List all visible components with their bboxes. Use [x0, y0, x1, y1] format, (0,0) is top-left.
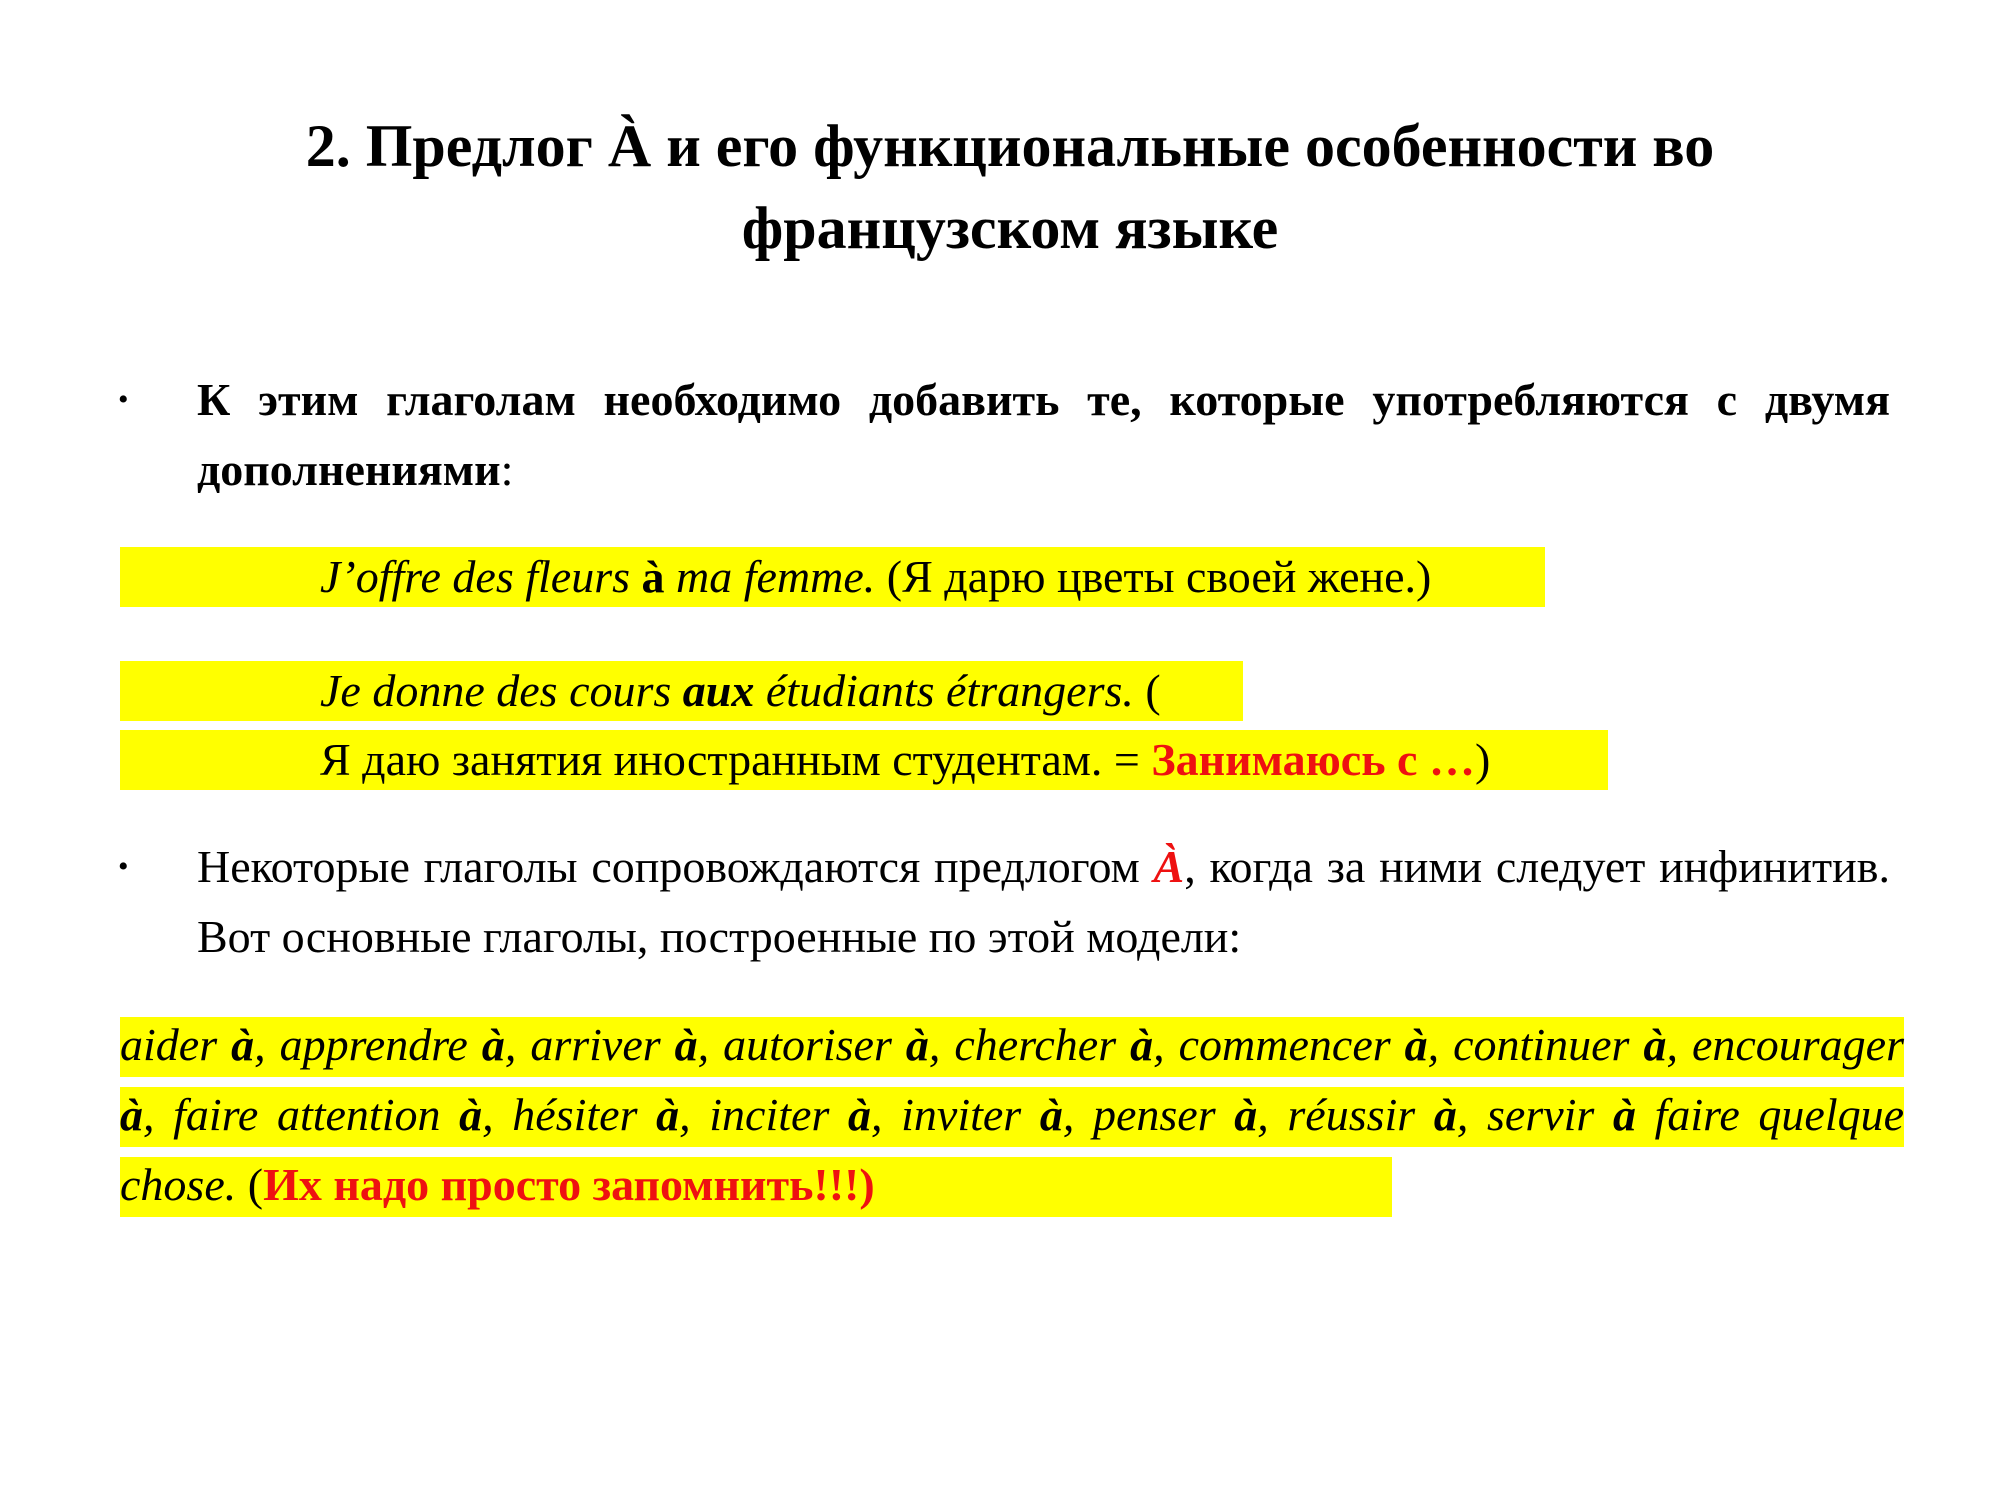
example-1-translation: (Я дарю цветы своей жене.) [875, 551, 1432, 602]
bullet-paragraph-1 [197, 365, 1890, 505]
verb-item: commencer à, [1178, 1019, 1454, 1070]
verb-list-open-paren: ( [236, 1159, 264, 1210]
verb-list [120, 1010, 1904, 1220]
example-1-preposition: à [641, 551, 665, 602]
example-2-french-a: Je donne des cours [320, 665, 683, 716]
bullet-2-red-preposition: À [1153, 841, 1185, 892]
bullet-dot-icon: • [118, 850, 129, 883]
verb-item: servir à [1487, 1089, 1636, 1140]
slide-title-line-1: 2. Предлог À и его функциональные особенности во [305, 113, 1715, 179]
bullet-2-text-b: , когда за ними следует инфинитив. Вот основные глаголы, построенные по этой модели: [197, 841, 1890, 962]
verb-item: hésiter à, [512, 1089, 710, 1140]
example-2-line-2 [320, 730, 1490, 790]
bullet-1-bold-text: К этим глаголам необходимо добавить те, которые употребляются с двумя дополнениями [197, 374, 1890, 495]
bullet-2-text-a: Некоторые глаголы сопровождаются предлогом [197, 841, 1154, 892]
example-2-line-1 [320, 661, 1161, 721]
verb-item: aider à, [120, 1019, 280, 1070]
verb-list-ending: faire quelque chose. [120, 1089, 1905, 1210]
verb-list-red-note: Их надо просто запомнить!!!) [263, 1159, 875, 1210]
slide-title [150, 105, 1870, 269]
verb-item: arriver à, [530, 1019, 724, 1070]
example-2-close-paren: ) [1474, 734, 1491, 785]
example-2-french-b: étudiants étrangers. [754, 665, 1134, 716]
verb-item: continuer à, [1453, 1019, 1692, 1070]
verb-item: apprendre à, [279, 1019, 531, 1070]
verb-item: inciter à, [709, 1089, 902, 1140]
verb-item: faire attention à, [173, 1089, 513, 1140]
bullet-dot-icon: • [118, 383, 129, 416]
verb-item: chercher à, [954, 1019, 1179, 1070]
verb-item: réussir à, [1287, 1089, 1487, 1140]
example-2-translation: Я даю занятия иностранным студентам. = [320, 734, 1152, 785]
example-1 [320, 547, 1431, 607]
verb-item: inviter à, [901, 1089, 1093, 1140]
example-2-red-note: Занимаюсь с … [1151, 734, 1475, 785]
verb-item: autoriser à, [723, 1019, 955, 1070]
example-2-open-paren: ( [1133, 665, 1161, 716]
example-2-preposition: aux [682, 665, 755, 716]
example-1-french-a: J’offre des fleurs [320, 551, 642, 602]
verb-item: encourager à, [120, 1019, 1904, 1140]
slide-title-line-2: французском языке [741, 195, 1279, 261]
bullet-paragraph-2 [197, 832, 1890, 972]
example-1-french-b: ma femme. [664, 551, 876, 602]
verb-item: penser à, [1092, 1089, 1288, 1140]
bullet-1-colon: : [500, 444, 514, 495]
